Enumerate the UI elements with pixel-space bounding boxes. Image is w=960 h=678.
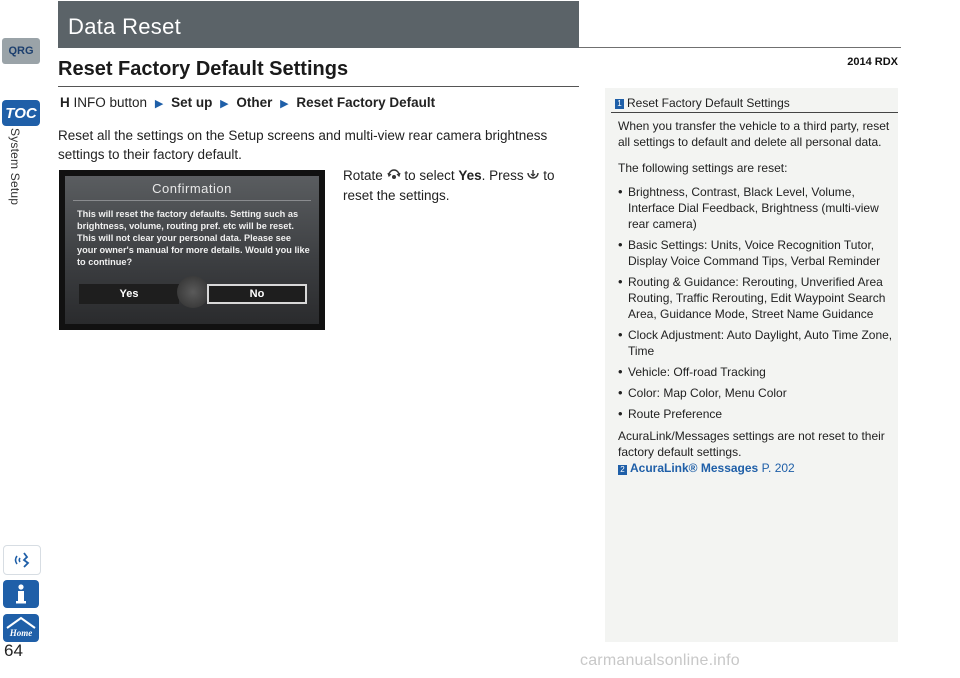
- dial-knob-icon: [177, 276, 209, 308]
- header-rule: [579, 47, 901, 48]
- page-number: 64: [4, 641, 23, 660]
- dialog-message: This will reset the factory defaults. Setting such as brightness, volume, routing pref. etc will be reset. This will not clear your personal data. Please see your owner's manual for more details. Would you like to continue?: [77, 209, 310, 267]
- select-word: Yes: [458, 168, 482, 183]
- link-page: P. 202: [761, 461, 795, 475]
- note-list-intro: The following settings are reset:: [618, 161, 788, 175]
- chevron-right-icon: ▶: [280, 98, 289, 110]
- path-step: Set up: [171, 95, 213, 110]
- note-rule: [611, 112, 898, 113]
- list-item: • Routing & Guidance: Rerouting, Unverified Area Routing, Traffic Rerouting, Edit Waypoint Search Area, Guidance Mode, Street Name Guidance: [618, 274, 893, 322]
- dialog-title: Confirmation: [152, 181, 232, 196]
- page-title: Data Reset: [68, 14, 182, 39]
- svg-text:Home: Home: [9, 628, 33, 638]
- note-number-icon: 1: [615, 99, 624, 109]
- path-start: INFO button: [73, 95, 148, 110]
- path-step: Reset Factory Default: [296, 95, 436, 110]
- reset-settings-list: [618, 184, 893, 422]
- description: Reset all the settings on the Setup screens and multi-view rear camera brightness settings to their factory default.: [58, 128, 548, 162]
- note-body: [618, 118, 893, 476]
- press-dial-icon: [527, 167, 539, 186]
- home-icon: [4, 616, 38, 640]
- note-heading: 1 Reset Factory Default Settings: [615, 96, 790, 110]
- instruction-text: Rotate to select Yes. Press to reset the settings.: [343, 168, 555, 203]
- yes-button: Yes: [79, 284, 179, 304]
- dialog-divider: [73, 200, 311, 201]
- list-item: • Basic Settings: Units, Voice Recognition Tutor, Display Voice Command Tips, Verbal Reminder: [618, 237, 893, 269]
- menu-path: [60, 95, 435, 110]
- qrg-label: QRG: [8, 45, 34, 57]
- reference-icon: 2: [618, 465, 627, 475]
- confirmation-dialog: [65, 176, 319, 324]
- watermark: carmanualsonline.info: [580, 652, 740, 669]
- section-side-label: System Setup: [8, 128, 22, 206]
- rotate-dial-icon: [387, 167, 401, 186]
- list-item: • Vehicle: Off-road Tracking: [618, 364, 893, 380]
- toc-label: TOC: [5, 104, 37, 122]
- chevron-right-icon: ▶: [154, 98, 164, 110]
- home-button[interactable]: [3, 614, 39, 642]
- note-intro: When you transfer the vehicle to a third party, reset all settings to default and delete all personal data.: [618, 119, 890, 149]
- list-item: • Clock Adjustment: Auto Daylight, Auto Time Zone, Time: [618, 327, 893, 359]
- section-rule: [58, 86, 579, 87]
- info-icon: [11, 583, 31, 605]
- note-box: [605, 88, 898, 642]
- chevron-right-icon: ▶: [220, 98, 229, 110]
- path-step: Other: [236, 95, 273, 110]
- hardware-button-icon: H: [60, 95, 70, 110]
- voice-icon: [11, 549, 33, 571]
- left-rail: [0, 0, 42, 678]
- qrg-tab[interactable]: [2, 38, 40, 64]
- note-outro: AcuraLink/Messages settings are not reset to their factory default settings.: [618, 429, 885, 459]
- voice-button[interactable]: [3, 545, 41, 575]
- link-text: AcuraLink® Messages: [630, 461, 759, 475]
- toc-tab[interactable]: [2, 100, 40, 126]
- no-button: No: [207, 284, 307, 304]
- acuralink-link[interactable]: [618, 460, 893, 476]
- info-button[interactable]: [3, 580, 39, 608]
- nav-screen-image: [59, 170, 325, 330]
- model-label: 2014 RDX: [847, 56, 898, 68]
- section-title: Reset Factory Default Settings: [58, 58, 349, 80]
- list-item: • Brightness, Contrast, Black Level, Volume, Interface Dial Feedback, Brightness (multi-view rear camera): [618, 184, 893, 232]
- list-item: • Color: Map Color, Menu Color: [618, 385, 893, 401]
- list-item: • Route Preference: [618, 406, 893, 422]
